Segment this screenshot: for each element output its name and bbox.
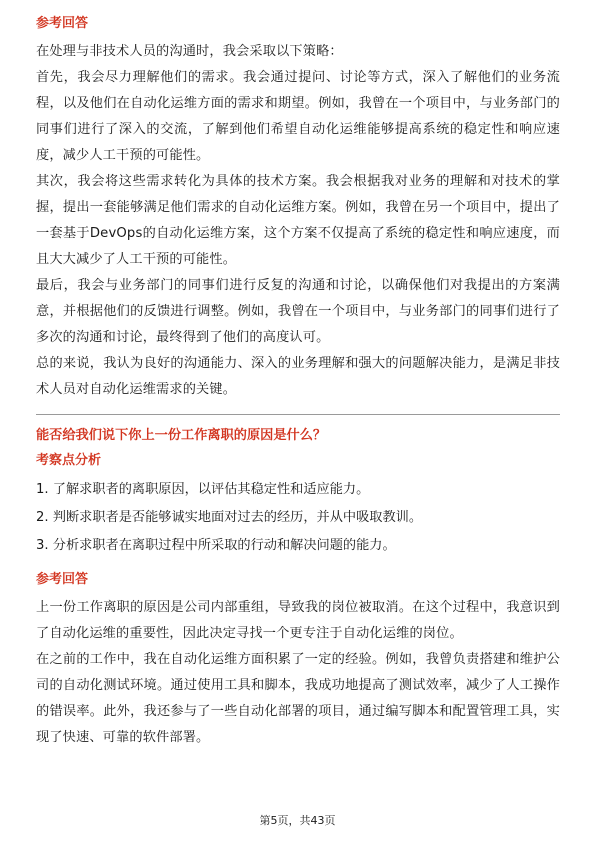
answer-heading: 参考回答: [36, 16, 89, 31]
answer-paragraph: 在处理与非技术人员的沟通时，我会采取以下策略：: [36, 44, 343, 59]
analysis-heading: 考察点分析: [36, 453, 102, 468]
section-divider: [36, 414, 560, 415]
analysis-item: 2. 判断求职者是否能够诚实地面对过去的经历，并从中吸取教训。: [36, 510, 423, 525]
answer-paragraph: 在之前的工作中，我在自动化运维方面积累了一定的经验。例如，我曾负责搭建和维护公司的自动化测试环境。通过使用工具和脚本，我成功地提高了测试效率，减少了人工操作的错误率。此外，我还参与了一些自动化部署的项目，通过编写脚本和配置管理工具，实现了快速、可靠的软件部署。: [36, 652, 560, 745]
analysis-item: 1. 了解求职者的离职原因，以评估其稳定性和适应能力。: [36, 482, 370, 497]
answer-paragraph: 上一份工作离职的原因是公司内部重组，导致我的岗位被取消。在这个过程中，我意识到了自动化运维的重要性，因此决定寻找一个更专注于自动化运维的岗位。: [36, 600, 560, 641]
answer-paragraph: 总的来说，我认为良好的沟通能力、深入的业务理解和强大的问题解决能力，是满足非技术人员对自动化运维需求的关键。: [36, 356, 560, 397]
document-page: [36, 14, 560, 751]
question-title: 能否给我们说下你上一份工作离职的原因是什么？: [36, 428, 327, 443]
analysis-item: 3. 分析求职者在离职过程中所采取的行动和解决问题的能力。: [36, 538, 396, 553]
page-number: 第5页，共43页: [259, 814, 336, 827]
answer-paragraph: 最后，我会与业务部门的同事们进行反复的沟通和讨论，以确保他们对我提出的方案满意，并根据他们的反馈进行调整。例如，我曾在一个项目中，与业务部门的同事们进行了多次的沟通和讨论，最终得到了他们的高度认可。: [36, 278, 560, 345]
answer-heading: 参考回答: [36, 572, 89, 587]
answer-paragraph: 其次，我会将这些需求转化为具体的技术方案。我会根据我对业务的理解和对技术的掌握，提出一套能够满足他们需求的自动化运维方案。例如，我曾在另一个项目中，提出了一套基于DevOps的自动化运维方案，这个方案不仅提高了系统的稳定性和响应速度，而且大大减少了人工干预的可能性。: [36, 174, 560, 267]
answer-paragraph: 首先，我会尽力理解他们的需求。我会通过提问、讨论等方式，深入了解他们的业务流程，以及他们在自动化运维方面的需求和期望。例如，我曾在一个项目中，与业务部门的同事们进行了深入的交流，了解到他们希望自动化运维能够提高系统的稳定性和响应速度，减少人工干预的可能性。: [36, 70, 560, 163]
